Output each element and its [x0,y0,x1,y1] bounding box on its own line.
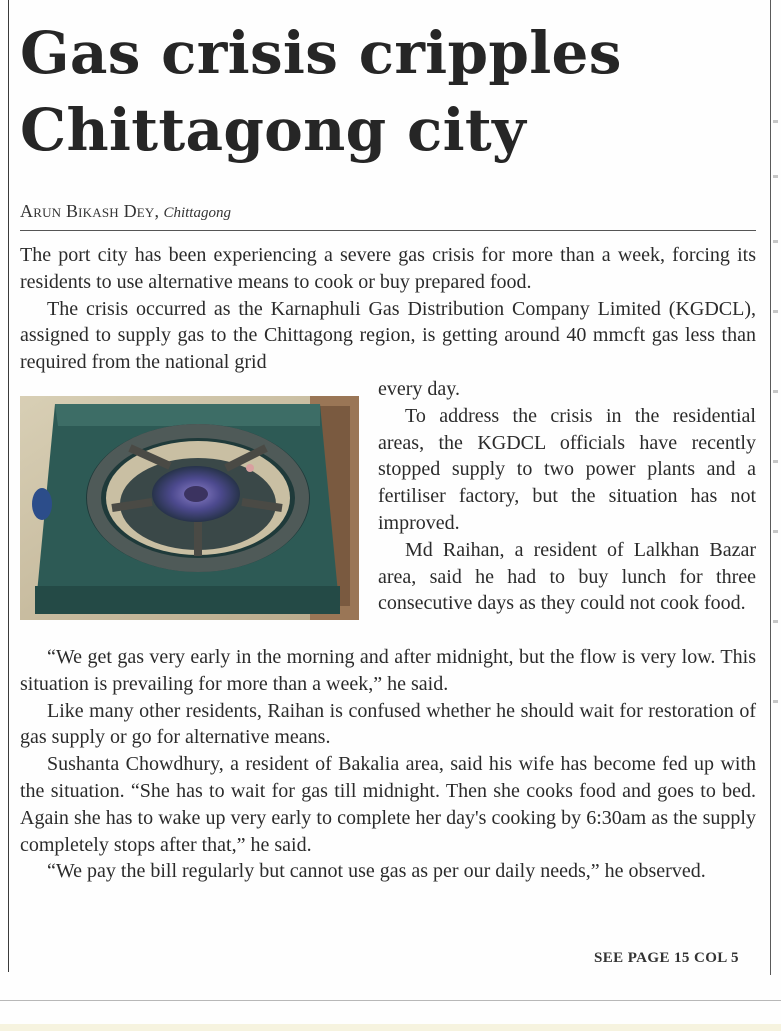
headline-line-1: Gas crisis cripples [20,19,622,87]
page-bottom-rule [0,1000,781,1001]
headline-line-2: Chittagong city [20,96,527,164]
paragraph: “We pay the bill regularly but cannot use gas as per our daily needs,” he observed. [47,860,706,883]
body-text-side [378,376,756,617]
column-rule-right [770,0,771,975]
column-rule-left [8,0,9,972]
byline-author: Arun Bikash Dey, [20,201,160,221]
page-bottom-band [0,1024,781,1031]
body-text-bottom [20,644,756,885]
continuation-note: SEE PAGE 15 COL 5 [594,950,739,966]
paragraph: “We get gas very early in the morning and after midnight, but the flow is very low. This situation is prevailing for more than a week,” he said. [20,646,756,695]
gas-stove-photo [20,396,359,620]
byline [20,201,231,222]
byline-divider [20,230,756,231]
byline-location: Chittagong [163,205,231,221]
paragraph: The crisis occurred as the Karnaphuli Gas Distribution Company Limited (KGDCL), assigned to supply gas to the Chittagong region, is getting around 40 mmcft gas less than required from the national grid [20,297,756,374]
paragraph: Like many other residents, Raihan is confused whether he should wait for restoration of gas supply or go for alternative means. [20,699,756,749]
paragraph: To address the crisis in the residential areas, the KGDCL officials have recently stopped supply to two power plants and a fertiliser factory, but the situation has not improved. [378,404,756,534]
gas-burner-image [20,396,359,620]
paragraph: Md Raihan, a resident of Lalkhan Bazar area, said he had to buy lunch for three consecutive days as they could not cook food. [378,538,756,615]
body-text-top [20,242,756,376]
headline [20,15,765,169]
paragraph: every day. [378,378,460,400]
paragraph: Sushanta Chowdhury, a resident of Bakalia area, said his wife has become fed up with the situation. “She has to wait for gas till midnight. Then she cooks food and goes to bed. Again she has to wake up very early to complete her day's cooking by 6:30am as the supply completely stops after that,” he said. [20,753,756,856]
paragraph: The port city has been experiencing a severe gas crisis for more than a week, forcing its residents to use alternative means to cook or buy prepared food. [20,244,756,293]
adjacent-column-edge [773,100,779,800]
